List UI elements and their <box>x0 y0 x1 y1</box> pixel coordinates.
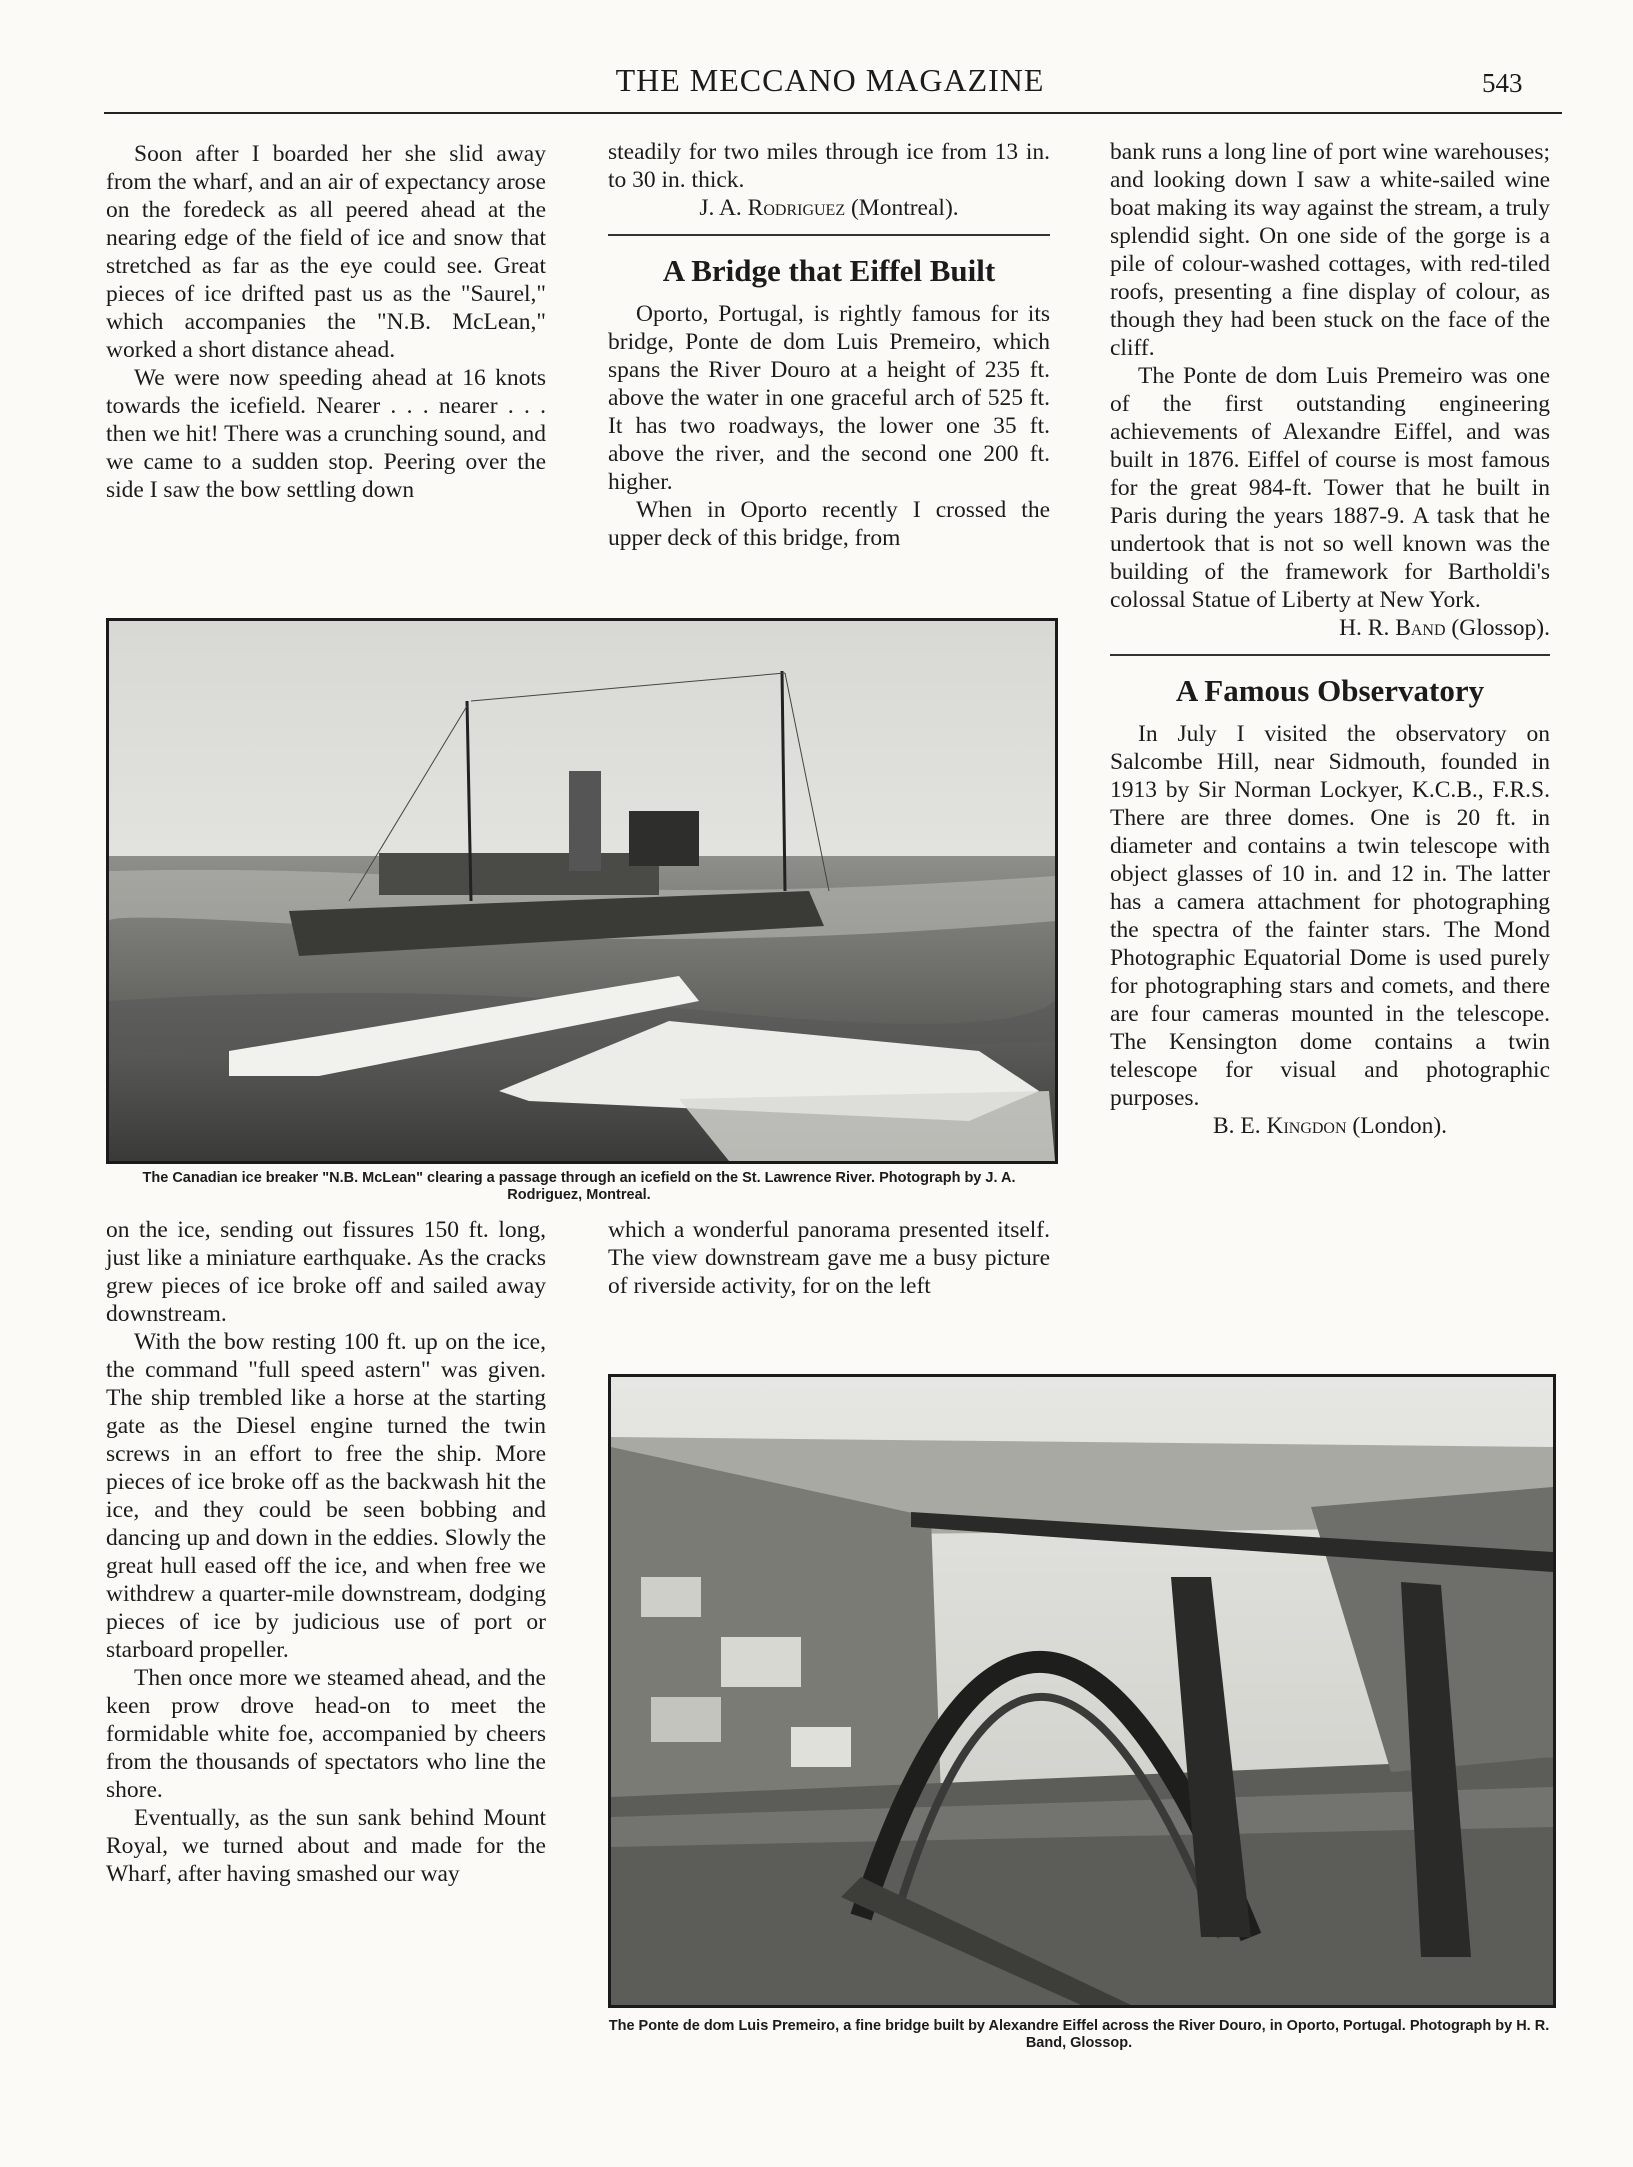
section-divider <box>608 234 1050 236</box>
section-divider <box>1110 654 1550 656</box>
author-place: (Montreal). <box>850 195 959 221</box>
article-paragraph: which a wonderful panorama presented itself. The view downstream gave me a busy picture of riverside activity, for on the left <box>608 1217 1050 1299</box>
section-heading: A Bridge that Eiffel Built <box>662 253 996 288</box>
column-1-top <box>106 140 546 504</box>
icebreaker-photo <box>106 618 1058 1164</box>
author-name: B. E. Kingdon <box>1212 1113 1347 1139</box>
column-1-bottom <box>106 1216 546 1888</box>
page-header-title: THE MECCANO MAGAZINE <box>615 62 1045 98</box>
author-name: H. R. Band <box>1339 615 1446 641</box>
header-rule <box>104 112 1562 114</box>
author-place: (Glossop). <box>1451 615 1550 641</box>
article-paragraph: In July I visited the observatory on Salcombe Hill, near Sidmouth, founded in 1913 by Sir Norman Lockyer, K.C.B., F.R.S. There are three domes. One is 20 ft. in diameter and contains a twin telescope with object glasses of 10 in. and 12 in. The latter has a camera attachment for photographing the spectra of the fainter stars. The Mond Photographic Equatorial Dome is used purely for photographing stars and comets, and there are four cameras mounted in the telescope. The Kensington dome contains a twin telescope for visual and photographic purposes. <box>1110 721 1550 1111</box>
author-signature <box>1110 614 1550 642</box>
author-place: (London). <box>1352 1113 1448 1139</box>
page-number: 543 <box>1482 68 1523 98</box>
article-paragraph: Eventually, as the sun sank behind Mount Royal, we turned about and made for the Wharf, after having smashed our way <box>106 1805 546 1887</box>
bridge-photo <box>608 1374 1556 2008</box>
author-signature <box>1110 1112 1550 1140</box>
article-paragraph: bank runs a long line of port wine warehouses; and looking down I saw a white-sailed wine boat making its way against the stream, a truly splendid sight. On one side of the gorge is a pile of colour-washed cottages, with red-tiled roofs, presenting a fine display of colour, as though they had been stuck on the face of the cliff. <box>1110 139 1550 361</box>
author-signature <box>608 194 1050 222</box>
article-paragraph: steadily for two miles through ice from 13 in. to 30 in. thick. <box>608 139 1050 193</box>
article-paragraph: Oporto, Portugal, is rightly famous for its bridge, Ponte de dom Luis Premeiro, which spans the River Douro at a height of 235 ft. above the water in one graceful arch of 525 ft. It has two roadways, the lower one 35 ft. above the river, and the second one 200 ft. higher. <box>608 301 1050 495</box>
icebreaker-photo-caption: The Canadian ice breaker "N.B. McLean" clearing a passage through an icefield on the St. Lawrence River. Photograph by J. A. Rodriguez, Montreal. <box>142 1170 1016 1203</box>
article-paragraph: on the ice, sending out fissures 150 ft. long, just like a miniature earthquake. As the cracks grew pieces of ice broke off and sailed away downstream. <box>106 1217 546 1327</box>
bridge-photo-caption: The Ponte de dom Luis Premeiro, a fine bridge built by Alexandre Eiffel across the River Douro, in Oporto, Portugal. Photograph by H. R. Band, Glossop. <box>608 2018 1550 2051</box>
column-3 <box>1110 138 1550 1140</box>
article-paragraph: When in Oporto recently I crossed the upper deck of this bridge, from <box>608 497 1050 551</box>
column-2-top <box>608 138 1050 552</box>
article-paragraph: The Ponte de dom Luis Premeiro was one of the first outstanding engineering achievements of Alexandre Eiffel, and was built in 1876. Eiffel of course is most famous for the great 984-ft. Tower that he built in Paris during the years 1887-9. A task that he undertook that is not so well known was the building of the framework for Bartholdi's colossal Statue of Liberty at New York. <box>1110 363 1550 613</box>
article-paragraph: Soon after I boarded her she slid away from the wharf, and an air of expectancy arose on the foredeck as all peered ahead at the nearing edge of the field of ice and snow that stretched as far as the eye could see. Great pieces of ice drifted past us as the "Saurel," which accompanies the "N.B. McLean," worked a short distance ahead. <box>106 141 546 363</box>
column-2-bottom <box>608 1216 1050 1300</box>
article-paragraph: With the bow resting 100 ft. up on the ice, the command "full speed astern" was given. The ship trembled like a horse at the starting gate as the Diesel engine turned the twin screws in an effort to free the ship. More pieces of ice broke off as the backwash hit the ice, and they could be seen bobbing and dancing up and down in the eddies. Slowly the great hull eased off the ice, and when free we withdrew a quarter-mile downstream, dodging pieces of ice by judicious use of port or starboard propeller. <box>106 1329 546 1663</box>
article-paragraph: Then once more we steamed ahead, and the keen prow drove head-on to meet the formidable white foe, accompanied by cheers from the thousands of spectators who line the shore. <box>106 1665 546 1803</box>
section-heading: A Famous Observatory <box>1175 673 1485 708</box>
author-name: J. A. Rodriguez <box>699 195 846 221</box>
article-paragraph: We were now speeding ahead at 16 knots towards the icefield. Nearer . . . nearer . . . then we hit! There was a crunching sound, and we came to a sudden stop. Peering over the side I saw the bow settling down <box>106 365 546 503</box>
